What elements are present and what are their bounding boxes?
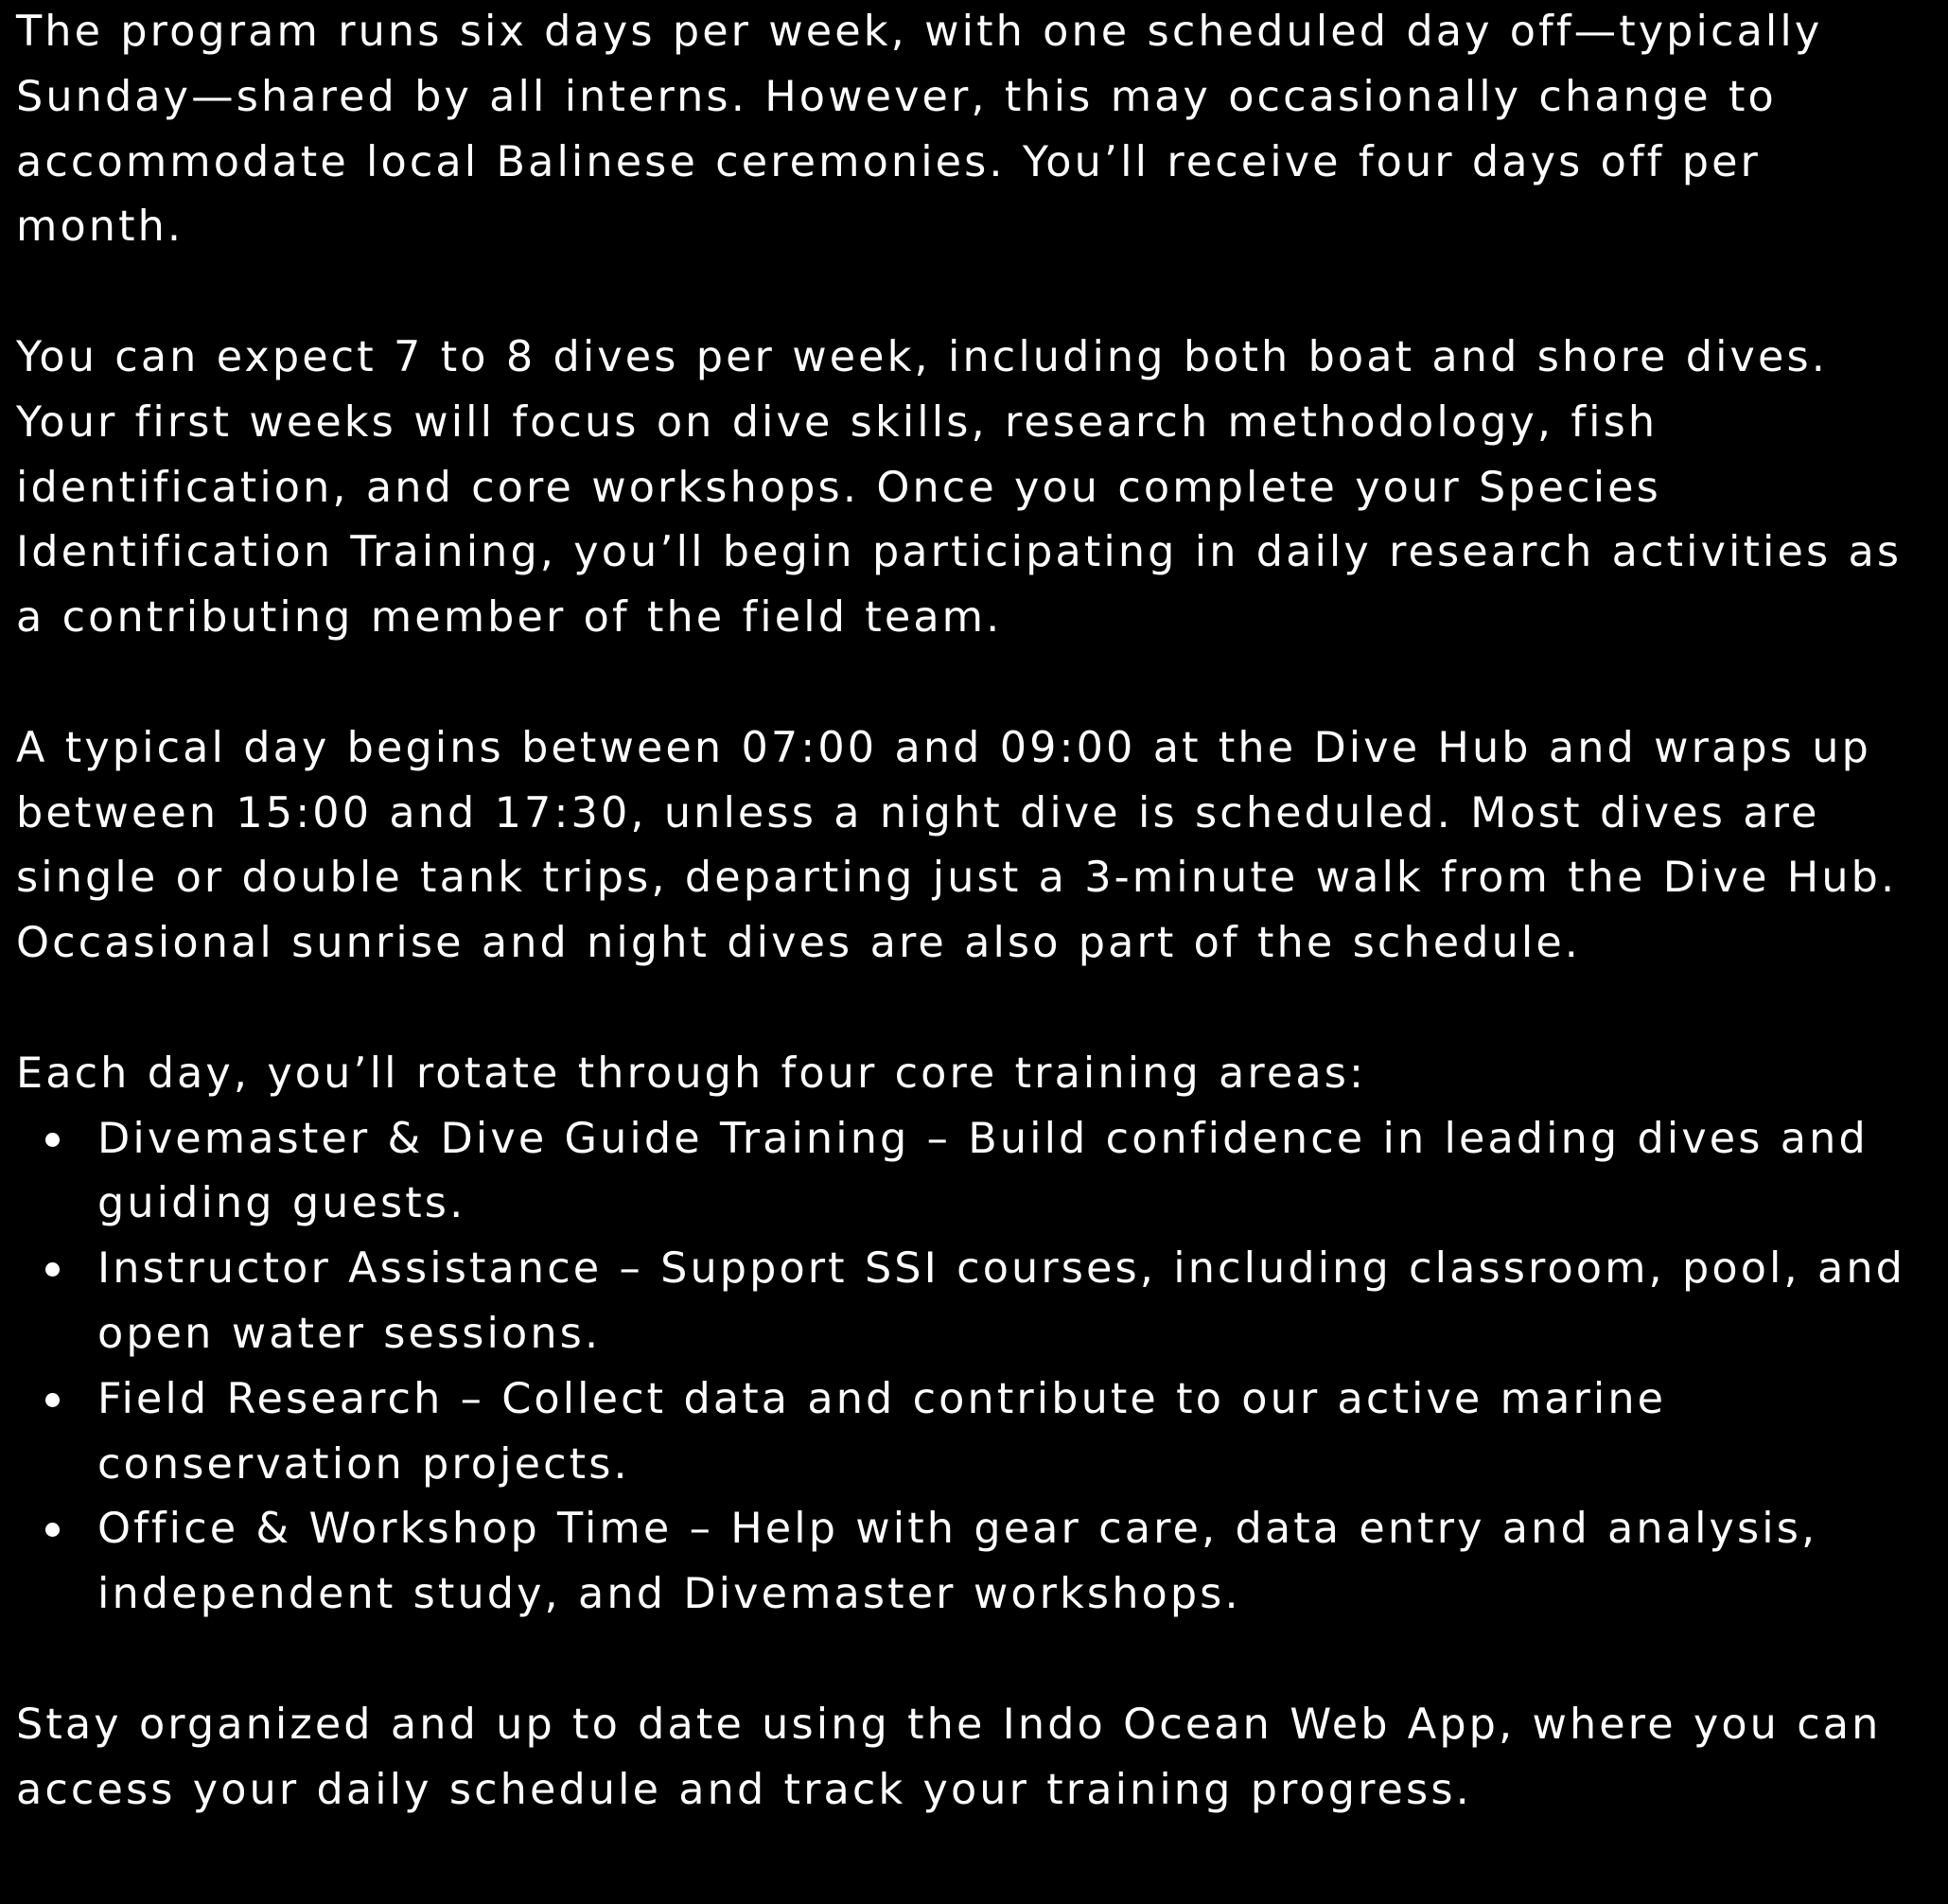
list-item bbox=[16, 1237, 1942, 1367]
paragraph-dives: You can expect 7 to 8 dives per week, including both boat and shore dives. Your first weeks will focus on dive skills, research methodology, fish identification, and core workshops. Once you complete your Species Identification Training, you’ll begin participating in daily research activities as a contributing member of the field team. bbox=[16, 332, 1903, 643]
paragraph-spacer bbox=[16, 1628, 1942, 1693]
paragraph-schedule: The program runs six days per week, with one scheduled day off—typically Sunday—shared by all interns. However, this may occasionally change to accommodate local Balinese ceremonies. You’ll receive four days off per month. bbox=[16, 8, 1823, 252]
list-item bbox=[16, 1497, 1942, 1628]
bullet-dot-icon bbox=[45, 1523, 60, 1537]
paragraph-spacer bbox=[16, 977, 1942, 1042]
list-item-text: Divemaster & Dive Guide Training – Build confidence in leading dives and guiding guests. bbox=[97, 1114, 1869, 1228]
paragraph-spacer bbox=[16, 651, 1942, 716]
list-item bbox=[16, 1367, 1942, 1498]
paragraph-closing: Stay organized and up to date using the Indo Ocean Web App, where you can access your daily schedule and track your training progress. bbox=[16, 1700, 1882, 1814]
bullet-dot-icon bbox=[45, 1262, 60, 1277]
paragraph-spacer bbox=[16, 260, 1942, 326]
list-item-text: Field Research – Collect data and contribute to our active marine conservation projects. bbox=[97, 1374, 1667, 1489]
list-item bbox=[16, 1107, 1942, 1238]
bullet-dot-icon bbox=[45, 1393, 60, 1407]
list-item-text: Office & Workshop Time – Help with gear care, data entry and analysis, independent study, and Divemaster workshops. bbox=[97, 1505, 1818, 1619]
list-item-text: Instructor Assistance – Support SSI courses, including classroom, pool, and open water sessions. bbox=[97, 1244, 1906, 1358]
document-body bbox=[16, 0, 1942, 1823]
paragraph-training-intro: Each day, you’ll rotate through four core training areas: bbox=[16, 1049, 1367, 1098]
training-areas-list bbox=[16, 1107, 1942, 1628]
paragraph-typical-day: A typical day begins between 07:00 and 09:00 at the Dive Hub and wraps up between 15:00 and 17:30, unless a night dive is scheduled. Most dives are single or double tank trips, departing just a 3-minute walk from the Dive Hub. Occasional sunrise and night dives are also part of the schedule. bbox=[16, 723, 1898, 968]
bullet-dot-icon bbox=[45, 1133, 60, 1147]
